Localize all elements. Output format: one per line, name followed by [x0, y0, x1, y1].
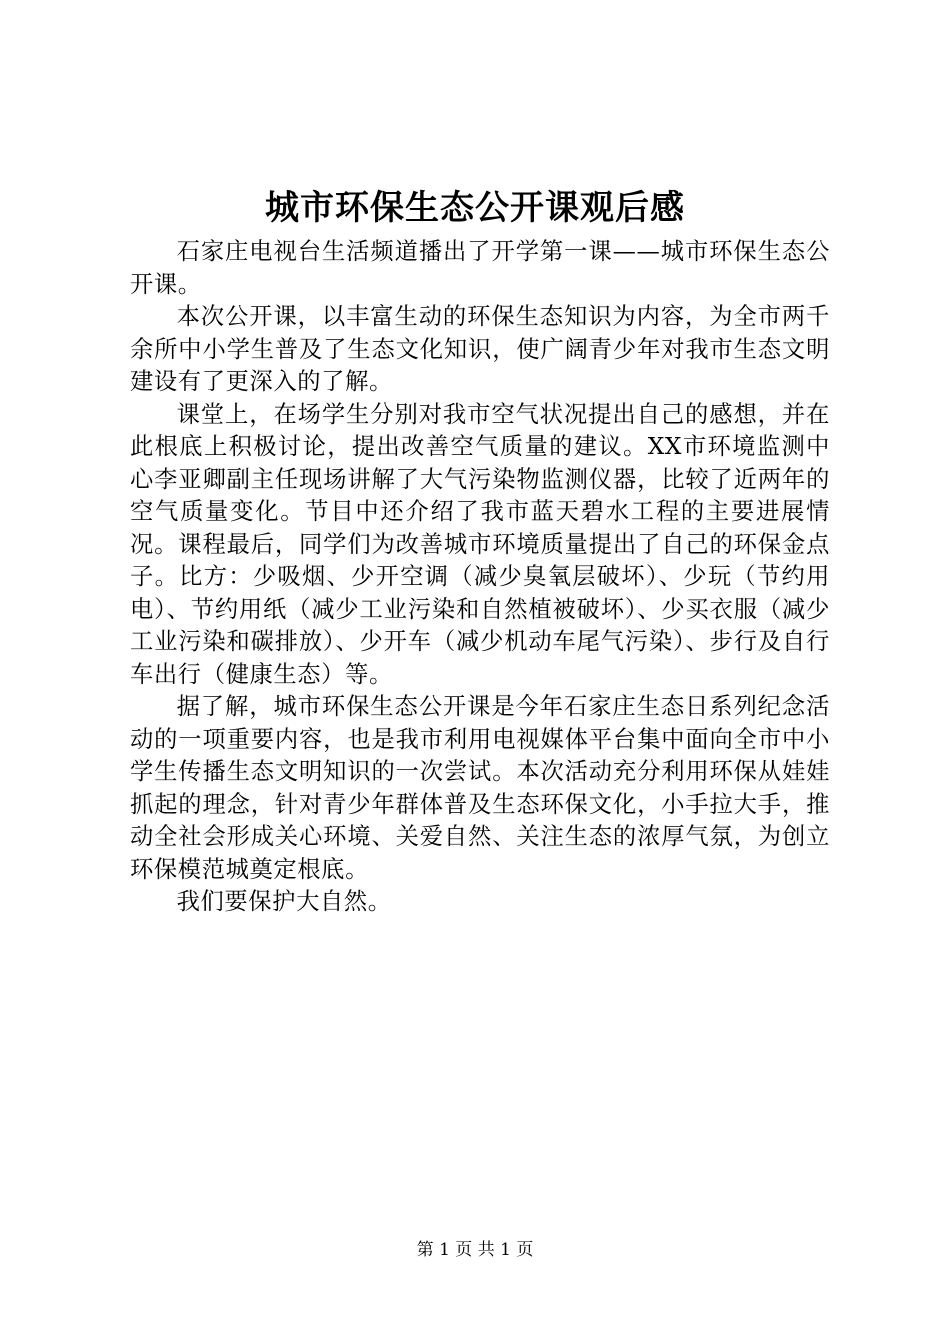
paragraph-2: 本次公开课，以丰富生动的环保生态知识为内容，为全市两千余所中小学生普及了生态文化知识，使广阔青少年对我市生态文明建设有了更深入的了解。: [130, 303, 830, 395]
paragraph-4: 据了解，城市环保生态公开课是今年石家庄生态日系列纪念活动的一项重要内容，也是我市利用电视媒体平台集中面向全市中小学生传播生态文明知识的一次尝试。本次活动充分利用环保从娃娃抓起的理念，针对青少年群体普及生态环保文化，小手拉大手，推动全社会形成关心环境、关爱自然、关注生态的浓厚气氛，为创立环保模范城奠定根底。: [130, 693, 830, 883]
article-body: [130, 236, 830, 919]
page-number-footer: 第 1 页 共 1 页: [416, 1240, 534, 1260]
paragraph-3: 课堂上，在场学生分别对我市空气状况提出自己的感想，并在此根底上积极讨论，提出改善空气质量的建议。XX市环境监测中心李亚卿副主任现场讲解了大气污染物监测仪器，比较了近两年的空气质量变化。节目中还介绍了我市蓝天碧水工程的主要进展情况。课程最后，同学们为改善城市环境质量提出了自己的环保金点子。比方：少吸烟、少开空调（减少臭氧层破坏）、少玩（节约用电）、节约用纸（减少工业污染和自然植被破坏）、少买衣服（减少工业污染和碳排放）、少开车（减少机动车尾气污染）、步行及自行车出行（健康生态）等。: [130, 400, 830, 688]
paragraph-5: 我们要保护大自然。: [176, 888, 392, 915]
page-title: 城市环保生态公开课观后感: [265, 188, 685, 228]
paragraph-1: 石家庄电视台生活频道播出了开学第一课——城市环保生态公开课。: [130, 238, 830, 298]
